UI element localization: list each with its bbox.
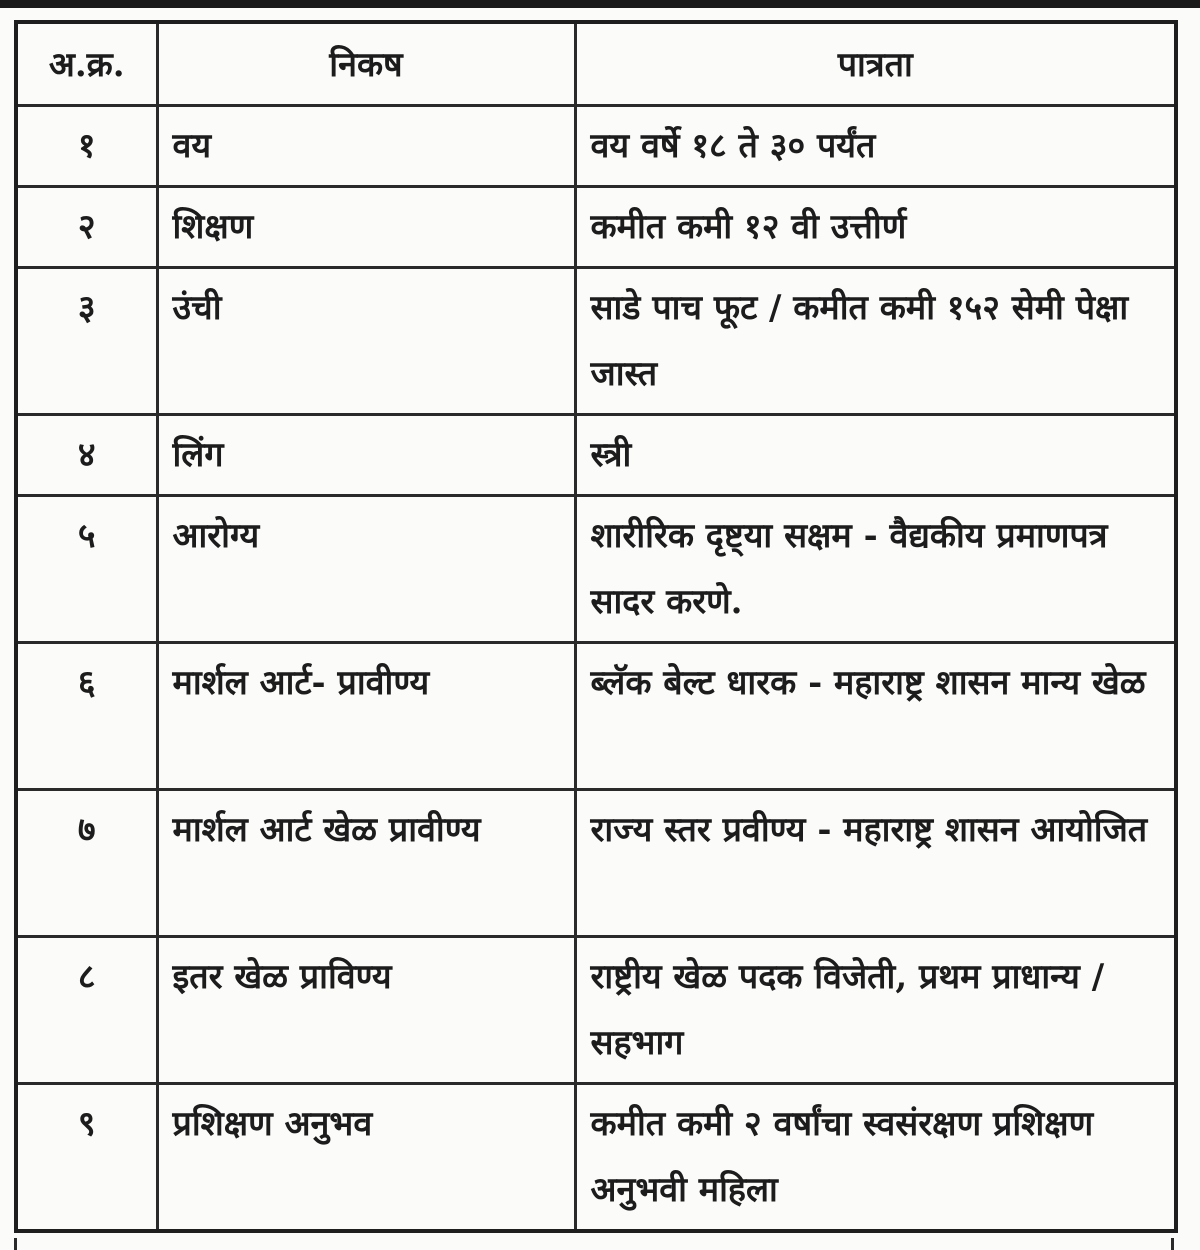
- serial-number-cell: ८: [16, 937, 157, 1084]
- serial-number-cell: ४: [16, 415, 157, 496]
- table-row: [16, 937, 1176, 1084]
- table-row: [16, 496, 1176, 643]
- eligibility-cell: कमीत कमी १२ वी उत्तीर्ण: [575, 187, 1176, 268]
- serial-number-cell: १: [16, 106, 157, 187]
- table-row: [16, 1084, 1176, 1232]
- eligibility-cell: स्त्री: [575, 415, 1176, 496]
- eligibility-cell: वय वर्षे १८ ते ३० पर्यंत: [575, 106, 1176, 187]
- header-serial-number: अ.क्र.: [16, 22, 157, 106]
- eligibility-cell: ब्लॅक बेल्ट धारक - महाराष्ट्र शासन मान्य खेळ: [575, 643, 1176, 790]
- serial-number-cell: ३: [16, 268, 157, 415]
- table-row: [16, 790, 1176, 937]
- eligibility-cell: राज्य स्तर प्रवीण्य - महाराष्ट्र शासन आयोजित: [575, 790, 1176, 937]
- criterion-cell: प्रशिक्षण अनुभव: [157, 1084, 575, 1232]
- serial-number-cell: ७: [16, 790, 157, 937]
- serial-number-cell: ९: [16, 1084, 157, 1232]
- table-row: [16, 415, 1176, 496]
- header-eligibility: पात्रता: [575, 22, 1176, 106]
- table-row: [16, 268, 1176, 415]
- criteria-table-container: [14, 20, 1174, 1233]
- table-row: [16, 187, 1176, 268]
- eligibility-criteria-table: [14, 20, 1178, 1233]
- criterion-cell: इतर खेळ प्राविण्य: [157, 937, 575, 1084]
- top-border-bar: [0, 0, 1200, 8]
- table-header-row: [16, 22, 1176, 106]
- table-row: [16, 106, 1176, 187]
- criterion-cell: आरोग्य: [157, 496, 575, 643]
- serial-number-cell: २: [16, 187, 157, 268]
- criterion-cell: मार्शल आर्ट खेळ प्रावीण्य: [157, 790, 575, 937]
- table-row: [16, 643, 1176, 790]
- table-continuation-edge: [14, 1238, 1174, 1250]
- criterion-cell: शिक्षण: [157, 187, 575, 268]
- criterion-cell: उंची: [157, 268, 575, 415]
- serial-number-cell: ५: [16, 496, 157, 643]
- criterion-cell: मार्शल आर्ट- प्रावीण्य: [157, 643, 575, 790]
- header-criterion: निकष: [157, 22, 575, 106]
- eligibility-cell: साडे पाच फूट / कमीत कमी १५२ सेमी पेक्षा जास्त: [575, 268, 1176, 415]
- criterion-cell: लिंग: [157, 415, 575, 496]
- serial-number-cell: ६: [16, 643, 157, 790]
- criterion-cell: वय: [157, 106, 575, 187]
- eligibility-cell: राष्ट्रीय खेळ पदक विजेती, प्रथम प्राधान्य / सहभाग: [575, 937, 1176, 1084]
- eligibility-cell: शारीरिक दृष्ट्या सक्षम - वैद्यकीय प्रमाणपत्र सादर करणे.: [575, 496, 1176, 643]
- eligibility-cell: कमीत कमी २ वर्षांचा स्वसंरक्षण प्रशिक्षण अनुभवी महिला: [575, 1084, 1176, 1232]
